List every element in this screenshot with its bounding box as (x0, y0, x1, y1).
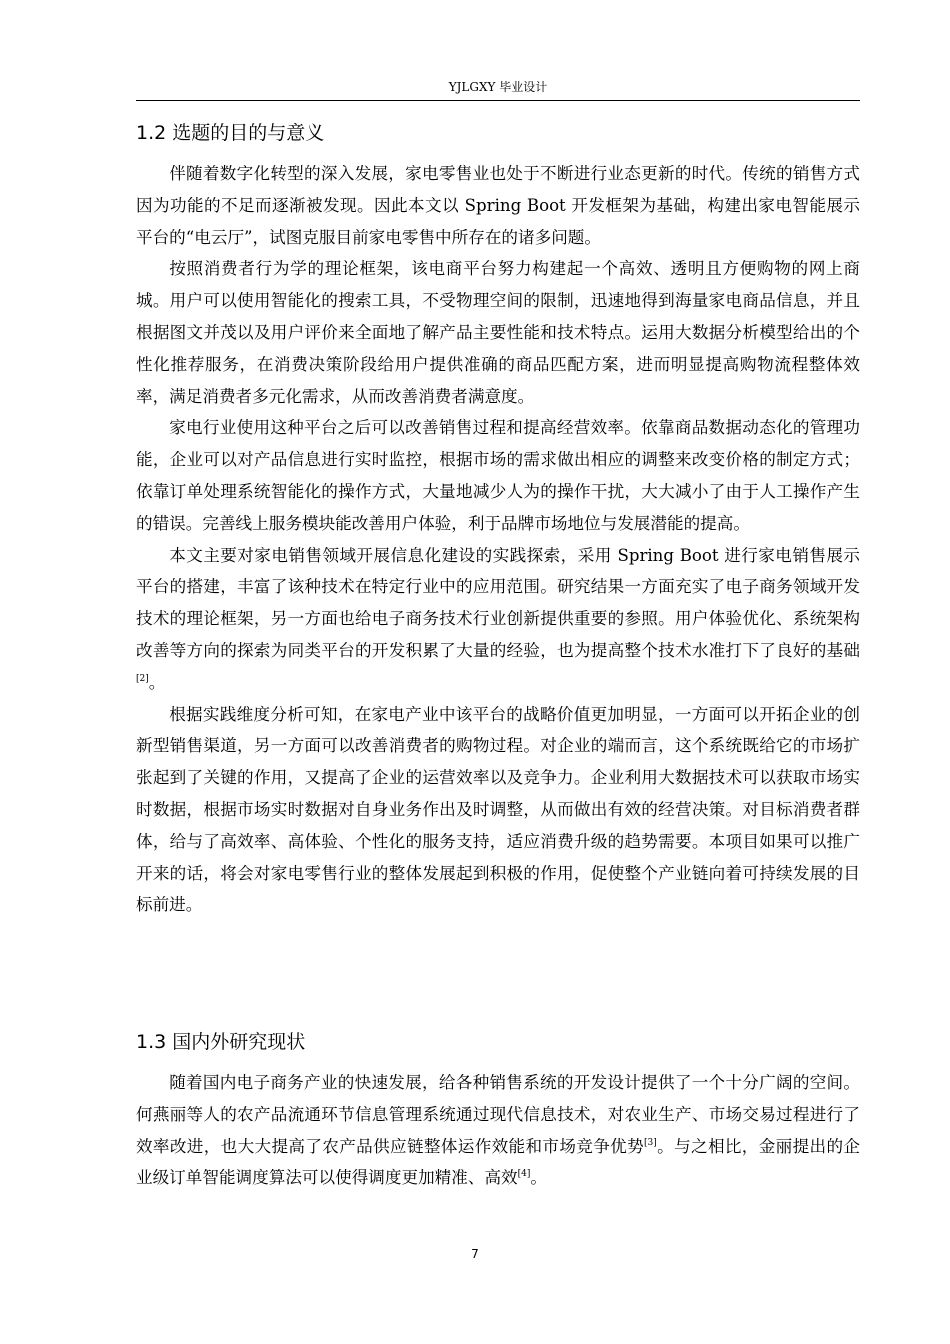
header-rule (136, 100, 860, 101)
paragraph (136, 412, 860, 539)
paragraph (136, 1067, 860, 1194)
paragraph-text: 按照消费者行为学的理论框架，该电商平台努力构建起一个高效、透明且方便购物的网上商城。用户可以使用智能化的搜索工具，不受物理空间的限制，迅速地得到海量家电商品信息，并且根据图文并茂以及用户评价来全面地了解产品主要性能和技术特点。运用大数据分析模型给出的个性化推荐服务，在消费决策阶段给用户提供准确的商品匹配方案，进而明显提高购物流程整体效率，满足消费者多元化需求，从而改善消费者满意度。 (136, 259, 860, 406)
page-number: 7 (471, 1247, 479, 1261)
paragraph-text: 家电行业使用这种平台之后可以改善销售过程和提高经营效率。依靠商品数据动态化的管理功能，企业可以对产品信息进行实时监控，根据市场的需求做出相应的调整来改变价格的制定方式；依靠订单处理系统智能化的操作方式，大量地减少人为的操作干扰，大大减小了由于人工操作产生的错误。完善线上服务模块能改善用户体验，利于品牌市场地位与发展潜能的提高。 (136, 418, 860, 533)
paragraph (136, 699, 860, 922)
paragraph-text: 根据实践维度分析可知，在家电产业中该平台的战略价值更加明显，一方面可以开拓企业的创新型销售渠道，另一方面可以改善消费者的购物过程。对企业的端而言，这个系统既给它的市场扩张起到了关键的作用，又提高了企业的运营效率以及竞争力。企业利用大数据技术可以获取市场实时数据，根据市场实时数据对自身业务作出及时调整，从而做出有效的经营决策。对目标消费者群体，给与了高效率、高体验、个性化的服务支持，适应消费升级的趋势需要。本项目如果可以推广开来的话，将会对家电零售行业的整体发展起到积极的作用，促使整个产业链向着可持续发展的目标前进。 (136, 704, 860, 915)
section-body-1-3 (136, 1067, 860, 1194)
section-heading-1-2: 1.2 选题的目的与意义 (136, 122, 325, 144)
paragraph (136, 253, 860, 412)
citation-ref: [3] (644, 1137, 657, 1148)
section-body-1-2 (136, 158, 860, 921)
paragraph-text-tail: 。 (530, 1168, 547, 1188)
paragraph-text: 随着国内电子商务产业的快速发展，给各种销售系统的开发设计提供了一个十分广阔的空间。何燕丽等人的农产品流通环节信息管理系统通过现代信息技术，对农业生产、市场交易过程进行了效率改进，也大大提高了农产品供应链整体运作效能和市场竞争优势 (136, 1073, 860, 1156)
citation-ref: [2] (136, 673, 149, 684)
paragraph (136, 158, 860, 253)
paragraph-text-tail: 。 (148, 672, 166, 692)
page-header: YJLGXY 毕业设计 (448, 80, 548, 94)
paragraph-text: 伴随着数字化转型的深入发展，家电零售业也处于不断进行业态更新的时代。传统的销售方式因为功能的不足而逐渐被发现。因此本文以 Spring Boot 开发框架为基础，构建出家电智能展示平台的“电云厅”，试图克服目前家电零售中所存在的诸多问题。 (136, 164, 860, 247)
paragraph (136, 540, 860, 699)
paragraph-text-mid: 。与之相比，金丽提出的企业级订单智能调度算法可以使得调度更加精准、高效 (136, 1136, 861, 1188)
section-heading-1-3: 1.3 国内外研究现状 (136, 1031, 306, 1053)
paragraph-text: 本文主要对家电销售领域开展信息化建设的实践探索，采用 Spring Boot 进行家电销售展示平台的搭建，丰富了该种技术在特定行业中的应用范围。研究结果一方面充实了电子商务领域开发技术的理论框架，另一方面也给电子商务技术行业创新提供重要的参照。用户体验优化、系统架构改善等方向的探索为同类平台的开发积累了大量的经验，也为提高整个技术水准打下了良好的基础 (136, 545, 860, 660)
citation-ref: [4] (517, 1169, 531, 1180)
